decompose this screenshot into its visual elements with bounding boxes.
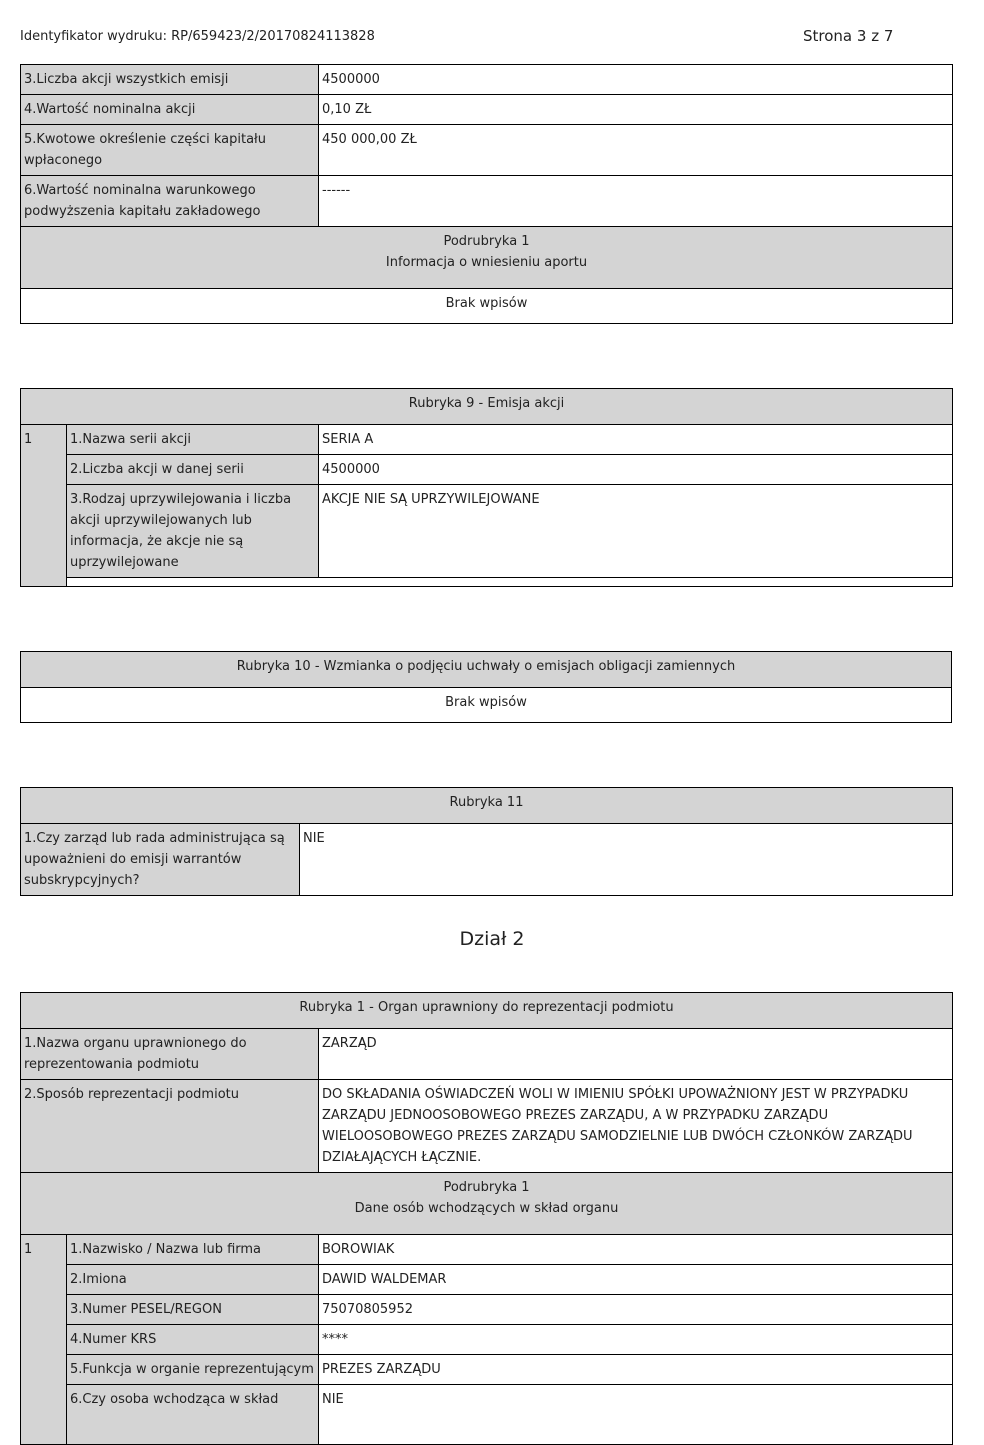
field-label: 5.Kwotowe określenie części kapitału wpłaconego (21, 125, 319, 176)
field-label: 2.Imiona (67, 1265, 319, 1295)
field-label: 1.Czy zarząd lub rada administrująca są upoważnieni do emisji warrantów subskrypcyjnych? (21, 824, 300, 896)
entry-number: 1 (21, 425, 67, 587)
rubryka-11-table (20, 787, 953, 896)
rubryka-10-table (20, 651, 952, 723)
page-number: Strona 3 z 7 (803, 27, 894, 45)
print-identifier: Identyfikator wydruku: RP/659423/2/20170824113828 (20, 29, 375, 44)
table-row (21, 65, 953, 95)
table-row (21, 1029, 953, 1080)
field-value: ZARZĄD (319, 1029, 953, 1080)
field-value: NIE (319, 1385, 953, 1445)
table-row (21, 1235, 953, 1265)
section-title: Rubryka 11 (21, 788, 953, 824)
no-entries-text: Brak wpisów (21, 688, 952, 723)
table-row (21, 125, 953, 176)
field-label: 5.Funkcja w organie reprezentującym (67, 1355, 319, 1385)
rubryka-9-table (20, 388, 953, 587)
rubryka-9-section (20, 388, 952, 587)
dzial-2-rubryka-1-section (20, 992, 952, 1445)
field-value: 4500000 (319, 455, 953, 485)
empty-row (21, 688, 952, 723)
table-row (21, 95, 953, 125)
field-label: 2.Liczba akcji w danej serii (67, 455, 319, 485)
field-label: 4.Numer KRS (67, 1325, 319, 1355)
field-label: 1.Nazwa serii akcji (67, 425, 319, 455)
field-value: DAWID WALDEMAR (319, 1265, 953, 1295)
table-row (21, 1265, 953, 1295)
subsection-title-line-2: Informacja o wniesieniu aportu (385, 255, 588, 270)
subsection-header (21, 227, 953, 289)
table-row (21, 455, 953, 485)
section-title: Rubryka 1 - Organ uprawniony do reprezentacji podmiotu (21, 993, 953, 1029)
rubryka-10-section (20, 651, 952, 723)
division-title: Dział 2 (459, 928, 525, 950)
capital-section (20, 64, 952, 324)
subsection-title (21, 1173, 953, 1235)
field-label: 2.Sposób reprezentacji podmiotu (21, 1080, 319, 1173)
field-label: 4.Wartość nominalna akcji (21, 95, 319, 125)
field-value: BOROWIAK (319, 1235, 953, 1265)
section-header (21, 652, 952, 688)
table-row (21, 1295, 953, 1325)
field-value: ------ (319, 176, 953, 227)
field-value: 0,10 ZŁ (319, 95, 953, 125)
field-label: 1.Nazwisko / Nazwa lub firma (67, 1235, 319, 1265)
field-label: 6.Czy osoba wchodząca w skład (67, 1385, 319, 1445)
section-header (21, 788, 953, 824)
subsection-header (21, 1173, 953, 1235)
table-row (21, 824, 953, 896)
dzial-2-rubryka-1-table (20, 992, 953, 1445)
section-header (21, 993, 953, 1029)
subsection-title-line-1: Podrubryka 1 (443, 234, 530, 249)
table-row (21, 425, 953, 455)
rubryka-11-section (20, 787, 952, 896)
spacer-row (21, 578, 953, 587)
entry-number: 1 (21, 1235, 67, 1445)
no-entries-text: Brak wpisów (21, 289, 953, 324)
field-label: 6.Wartość nominalna warunkowego podwyższenia kapitału zakładowego (21, 176, 319, 227)
subsection-title-line-1: Podrubryka 1 (443, 1180, 530, 1195)
field-value: AKCJE NIE SĄ UPRZYWILEJOWANE (319, 485, 953, 578)
field-label: 3.Rodzaj uprzywilejowania i liczba akcji uprzywilejowanych lub informacja, że akcje nie są uprzywilejowane (67, 485, 319, 578)
field-value: DO SKŁADANIA OŚWIADCZEŃ WOLI W IMIENIU SPÓŁKI UPOWAŻNIONY JEST W PRZYPADKU ZARZĄDU JEDNOOSOBOWEGO PREZES ZARZĄDU, A W PRZYPADKU ZARZĄDU WIELOOSOBOWEGO PREZES ZARZĄDU SAMODZIELNIE LUB DWÓCH CZŁONKÓW ZARZĄDU DZIAŁAJĄCYCH ŁĄCZNIE. (319, 1080, 953, 1173)
empty-row (21, 289, 953, 324)
field-value: SERIA A (319, 425, 953, 455)
spacer-cell (67, 578, 953, 587)
table-row (21, 1080, 953, 1173)
subsection-title-line-2: Dane osób wchodzących w skład organu (354, 1201, 619, 1216)
section-title: Rubryka 10 - Wzmianka o podjęciu uchwały o emisjach obligacji zamiennych (21, 652, 952, 688)
field-value: 4500000 (319, 65, 953, 95)
field-value: 75070805952 (319, 1295, 953, 1325)
table-row (21, 176, 953, 227)
field-label: 1.Nazwa organu uprawnionego do reprezentowania podmiotu (21, 1029, 319, 1080)
section-header (21, 389, 953, 425)
subsection-title (21, 227, 953, 289)
field-value: **** (319, 1325, 953, 1355)
table-row (21, 1385, 953, 1445)
table-row (21, 1325, 953, 1355)
field-label: 3.Numer PESEL/REGON (67, 1295, 319, 1325)
field-value: PREZES ZARZĄDU (319, 1355, 953, 1385)
table-row (21, 485, 953, 578)
field-value: 450 000,00 ZŁ (319, 125, 953, 176)
section-title: Rubryka 9 - Emisja akcji (21, 389, 953, 425)
table-row (21, 1355, 953, 1385)
field-label: 3.Liczba akcji wszystkich emisji (21, 65, 319, 95)
capital-table (20, 64, 953, 324)
field-value: NIE (300, 824, 953, 896)
